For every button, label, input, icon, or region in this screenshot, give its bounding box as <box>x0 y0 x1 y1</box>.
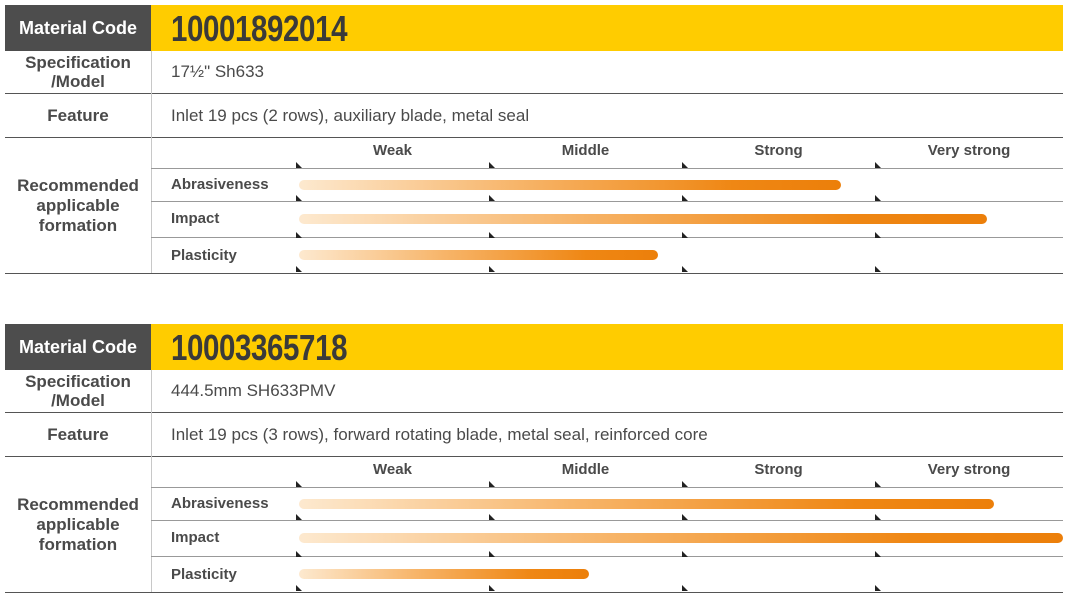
property-bar-abrasiveness <box>299 180 841 190</box>
scale-header-strong: Strong <box>754 142 803 159</box>
material-code-label: Material Code <box>5 324 151 370</box>
scale-tick <box>875 585 881 591</box>
scale-tick <box>875 232 881 238</box>
specification-label: Specification /Model <box>25 53 131 91</box>
scale-tick <box>296 551 302 557</box>
scale-header-middle: Middle <box>561 142 610 159</box>
scale-tick <box>682 514 688 520</box>
scale-tick <box>875 481 881 487</box>
feature-value: Inlet 19 pcs (2 rows), auxiliary blade, metal seal <box>171 105 530 125</box>
property-label-plasticity: Plasticity <box>171 566 237 583</box>
property-label-abrasiveness: Abrasiveness <box>171 176 269 193</box>
row-line <box>151 201 1063 202</box>
divider <box>5 93 1063 94</box>
property-bar-plasticity <box>299 569 589 579</box>
scale-tick <box>489 514 495 520</box>
scale-tick <box>875 514 881 520</box>
product-card <box>5 0 1063 276</box>
property-bar-impact <box>299 533 1063 543</box>
scale-header-very-strong: Very strong <box>927 461 1011 478</box>
feature-label: Feature <box>47 106 109 125</box>
scale-header-strong: Strong <box>754 461 803 478</box>
scale-header-weak: Weak <box>373 461 412 478</box>
scale-tick <box>489 266 495 272</box>
scale-tick <box>875 162 881 168</box>
scale-tick <box>296 585 302 591</box>
scale-tick <box>296 266 302 272</box>
feature-label: Feature <box>47 425 109 444</box>
column-divider <box>151 51 152 273</box>
scale-tick <box>489 162 495 168</box>
scale-header-middle: Middle <box>561 461 610 478</box>
column-divider <box>151 370 152 592</box>
property-label-impact: Impact <box>171 210 220 227</box>
product-card <box>5 319 1063 595</box>
scale-tick <box>682 232 688 238</box>
scale-tick <box>296 162 302 168</box>
scale-tick <box>489 585 495 591</box>
row-line <box>151 487 1063 488</box>
scale-tick <box>875 266 881 272</box>
material-code-bar <box>151 5 1063 51</box>
divider <box>5 273 1063 274</box>
formation-label: Recommended applicable formation <box>17 175 139 235</box>
scale-header-weak: Weak <box>373 142 412 159</box>
scale-tick <box>296 481 302 487</box>
scale-tick <box>875 195 881 201</box>
specification-value: 444.5mm SH633PMV <box>171 381 336 400</box>
specification-value: 17½" Sh633 <box>171 62 265 81</box>
divider <box>5 592 1063 593</box>
scale-tick <box>489 232 495 238</box>
material-code-label: Material Code <box>5 5 151 51</box>
scale-tick <box>489 481 495 487</box>
scale-tick <box>682 551 688 557</box>
row-line <box>151 520 1063 521</box>
divider <box>5 137 1063 138</box>
scale-tick <box>682 266 688 272</box>
property-label-abrasiveness: Abrasiveness <box>171 495 269 512</box>
scale-header-very-strong: Very strong <box>927 142 1011 159</box>
row-line <box>151 556 1063 557</box>
scale-tick <box>296 232 302 238</box>
divider <box>5 456 1063 457</box>
property-label-impact: Impact <box>171 529 220 546</box>
scale-tick <box>682 162 688 168</box>
scale-tick <box>489 551 495 557</box>
property-label-plasticity: Plasticity <box>171 247 237 264</box>
feature-value: Inlet 19 pcs (3 rows), forward rotating blade, metal seal, reinforced core <box>171 424 708 444</box>
property-bar-impact <box>299 214 987 224</box>
row-line <box>151 168 1063 169</box>
material-code-value: 10001892014 <box>171 8 348 49</box>
material-code-value: 10003365718 <box>171 327 348 368</box>
formation-label: Recommended applicable formation <box>17 494 139 554</box>
scale-tick <box>875 551 881 557</box>
scale-tick <box>296 195 302 201</box>
scale-tick <box>296 514 302 520</box>
row-line <box>151 237 1063 238</box>
property-bar-abrasiveness <box>299 499 994 509</box>
scale-tick <box>682 195 688 201</box>
scale-tick <box>682 481 688 487</box>
material-code-bar <box>151 324 1063 370</box>
property-bar-plasticity <box>299 250 658 260</box>
specification-label: Specification /Model <box>25 372 131 410</box>
scale-tick <box>489 195 495 201</box>
scale-tick <box>682 585 688 591</box>
